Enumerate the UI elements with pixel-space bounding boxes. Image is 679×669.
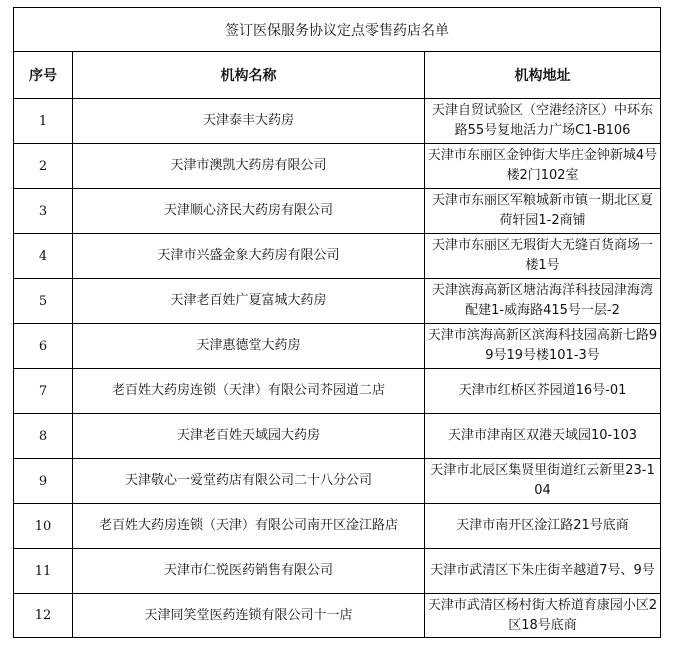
title-row <box>14 8 661 52</box>
row-index: 8 <box>14 414 73 459</box>
row-address <box>425 594 661 638</box>
row-address-text: 天津市南开区淦江路21号底商 <box>456 518 629 533</box>
table-title: 签订医保服务协议定点零售药店名单 <box>14 8 661 52</box>
table-row <box>14 99 661 144</box>
row-address-text: 天津市红桥区芥园道16号-01 <box>458 383 627 398</box>
row-index: 3 <box>14 189 73 234</box>
row-index: 9 <box>14 459 73 504</box>
table-row <box>14 459 661 504</box>
row-name: 天津泰丰大药房 <box>73 99 425 144</box>
pharmacy-list-table <box>13 7 661 638</box>
row-index: 10 <box>14 504 73 549</box>
row-address <box>425 414 661 459</box>
row-address <box>425 459 661 504</box>
row-address <box>425 234 661 279</box>
row-index: 6 <box>14 324 73 369</box>
header-name: 机构名称 <box>73 52 425 99</box>
row-index: 2 <box>14 144 73 189</box>
row-index: 4 <box>14 234 73 279</box>
row-index: 1 <box>14 99 73 144</box>
row-name: 天津同笑堂医药连锁有限公司十一店 <box>73 594 425 638</box>
row-address <box>425 549 661 594</box>
row-address-text: 天津市武清区下朱庄街辛越道7号、9号 <box>430 563 655 578</box>
row-index: 12 <box>14 594 73 638</box>
table-row <box>14 549 661 594</box>
row-name: 老百姓大药房连锁（天津）有限公司芥园道二店 <box>73 369 425 414</box>
row-address-text: 天津市东丽区金钟街大毕庄金钟新城4号楼2门102室 <box>427 148 658 183</box>
row-address-text: 天津市武清区杨村街大桥道育康园小区2区18号底商 <box>427 597 658 633</box>
row-name: 天津敬心一爱堂药店有限公司二十八分公司 <box>73 459 425 504</box>
row-address-text: 天津市北辰区集贤里街道红云新里23-104 <box>430 463 655 498</box>
table-row <box>14 279 661 324</box>
row-address <box>425 369 661 414</box>
row-address <box>425 279 661 324</box>
row-address-text: 天津市津南区双港天域园10-103 <box>447 428 638 443</box>
row-index: 5 <box>14 279 73 324</box>
header-row <box>14 52 661 99</box>
row-index: 11 <box>14 549 73 594</box>
row-name: 天津市兴盛金象大药房有限公司 <box>73 234 425 279</box>
row-address <box>425 144 661 189</box>
row-address-text: 天津市滨海高新区滨海科技园高新七路99号19号楼101-3号 <box>427 328 658 363</box>
row-name: 天津市澳凯大药房有限公司 <box>73 144 425 189</box>
table-row <box>14 414 661 459</box>
header-address: 机构地址 <box>425 52 661 99</box>
row-name: 天津惠德堂大药房 <box>73 324 425 369</box>
row-address <box>425 504 661 549</box>
row-name: 天津市仁悦医药销售有限公司 <box>73 549 425 594</box>
table-row <box>14 594 661 638</box>
table-row <box>14 234 661 279</box>
table-row <box>14 189 661 234</box>
table-row <box>14 369 661 414</box>
row-name: 天津顺心济民大药房有限公司 <box>73 189 425 234</box>
row-address <box>425 99 661 144</box>
row-index: 7 <box>14 369 73 414</box>
header-index: 序号 <box>14 52 73 99</box>
table-row <box>14 504 661 549</box>
row-name: 天津老百姓广夏富城大药房 <box>73 279 425 324</box>
row-address <box>425 324 661 369</box>
row-address <box>425 189 661 234</box>
row-address-text: 天津滨海高新区塘沽海洋科技园津海湾配建1-威海路415号一层-2 <box>432 283 654 318</box>
row-name: 老百姓大药房连锁（天津）有限公司南开区淦江路店 <box>73 504 425 549</box>
row-address-text: 天津市东丽区军粮城新市镇一期北区夏荷轩园1-2商铺 <box>432 193 654 228</box>
row-address-text: 天津市东丽区无瑕街大无缝百货商场一楼1号 <box>432 238 654 273</box>
row-address-text: 天津自贸试验区（空港经济区）中环东路55号复地活力广场C1-B106 <box>432 103 654 138</box>
table-row <box>14 324 661 369</box>
table-row <box>14 144 661 189</box>
row-name: 天津老百姓天域园大药房 <box>73 414 425 459</box>
